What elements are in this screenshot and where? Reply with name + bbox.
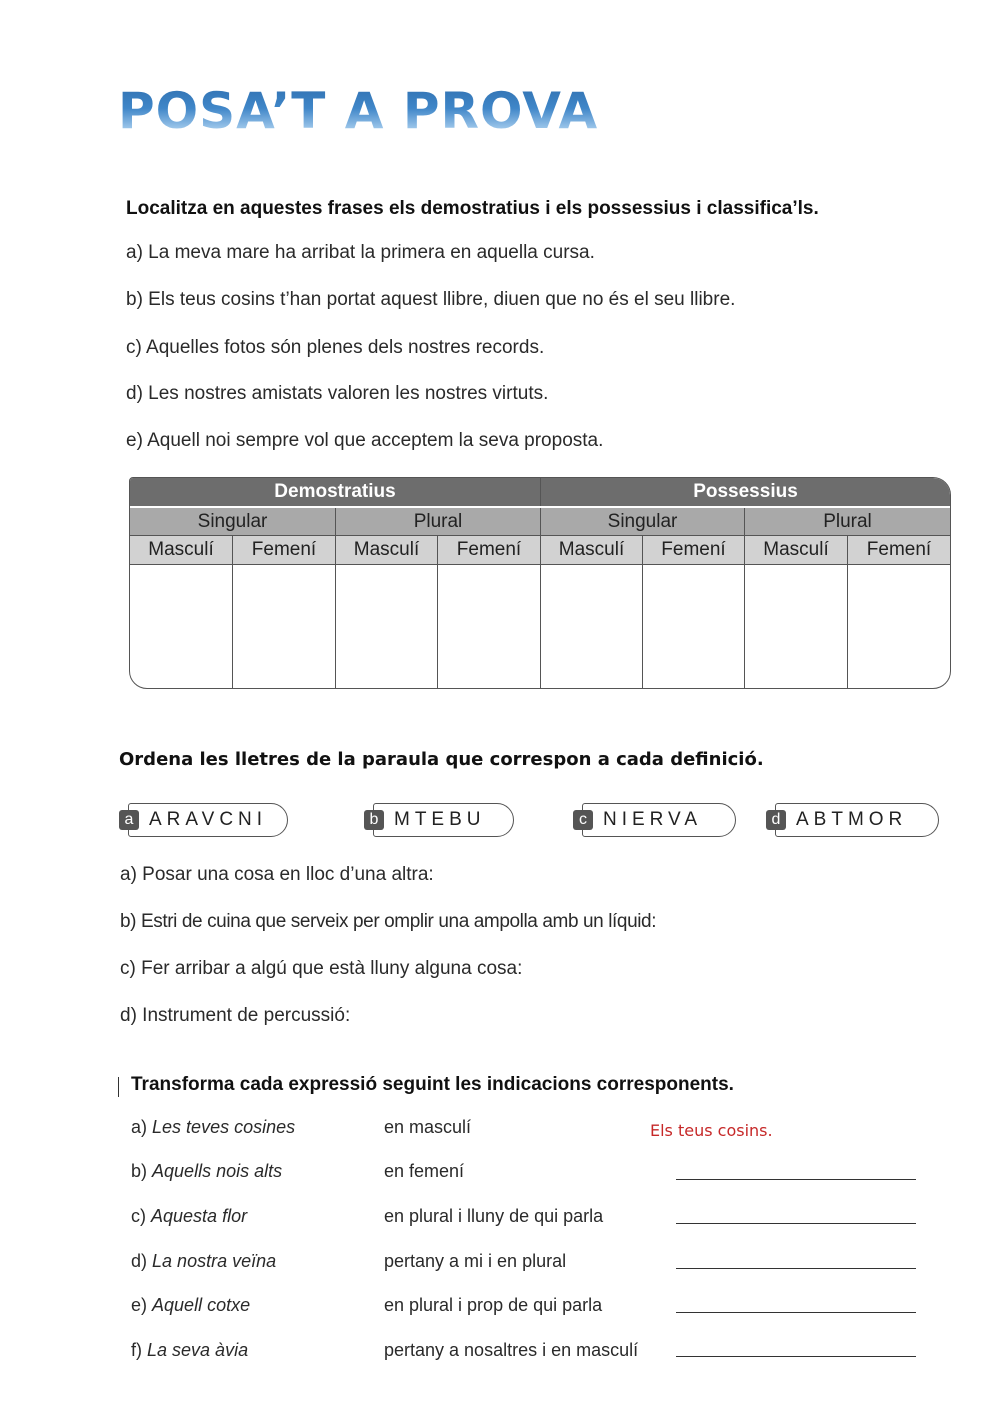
definition-b: b) Estri de cuina que serveix per omplir una ampolla amb un líquid: <box>120 911 657 932</box>
answer-cell[interactable] <box>541 565 643 688</box>
text-cursor <box>118 1077 119 1097</box>
header-number: Plural <box>823 510 872 532</box>
scrambled-word-c <box>579 803 736 837</box>
row-label: f) <box>131 1340 142 1360</box>
row-indication: en femení <box>384 1161 465 1181</box>
row-expression: Aquells nois alts <box>152 1161 283 1181</box>
header-gender: Femení <box>438 536 541 564</box>
answer-cell[interactable] <box>848 565 950 688</box>
scrambled-letters: MTEBU <box>394 809 486 830</box>
definition-d: d) Instrument de percussió: <box>120 1005 351 1026</box>
row-label: a) <box>131 1117 148 1137</box>
exercise2-instruction: Ordena les lletres de la paraula que correspon a cada definició. <box>119 749 764 770</box>
badge-c: c <box>573 810 593 830</box>
sentence-c: c) Aquelles fotos són plenes dels nostres records. <box>126 337 545 358</box>
answer-field[interactable]: Els teus cosins. <box>650 1121 773 1140</box>
answer-line[interactable] <box>676 1356 916 1357</box>
header-gender: Femení <box>233 536 336 564</box>
header-demostratius: Demostratius <box>130 478 541 506</box>
transform-row-d <box>131 1251 276 1272</box>
transform-row-a <box>131 1117 295 1138</box>
header-number: Plural <box>336 508 541 535</box>
exercise3-instruction: Transforma cada expressió seguint les indicacions corresponents. <box>131 1074 734 1095</box>
table-number-header <box>130 508 950 536</box>
header-gender: Masculí <box>336 536 438 564</box>
answer-cell[interactable] <box>233 565 336 688</box>
header-gender: Femení <box>866 539 932 560</box>
scrambled-word-d <box>771 803 939 837</box>
row-label: c) <box>131 1206 146 1226</box>
transform-row-e <box>131 1295 250 1316</box>
row-label: d) <box>131 1251 148 1271</box>
answer-line[interactable] <box>676 1179 916 1180</box>
exercise1-instruction: Localitza en aquestes frases els demostratius i els possessius i classifica’ls. <box>126 198 819 219</box>
scrambled-letters: ARAVCNI <box>149 809 268 830</box>
transform-row-f <box>131 1340 248 1361</box>
badge-a: a <box>119 810 139 830</box>
header-gender: Femení <box>643 536 745 564</box>
header-number: Singular <box>130 508 336 535</box>
row-expression: Aquell cotxe <box>152 1295 251 1315</box>
header-gender: Masculí <box>745 536 848 564</box>
row-expression: La seva àvia <box>147 1340 249 1360</box>
answer-cell[interactable] <box>438 565 541 688</box>
sentence-a: a) La meva mare ha arribat la primera en aquella cursa. <box>126 242 595 263</box>
answer-cell[interactable] <box>745 565 848 688</box>
sentence-e: e) Aquell noi sempre vol que acceptem la seva proposta. <box>126 430 604 451</box>
scrambled-letters: ABTMOR <box>796 809 908 830</box>
transform-row-c <box>131 1206 247 1227</box>
row-indication: en masculí <box>384 1117 472 1137</box>
page-title: POSA’T A PROVA <box>118 82 599 140</box>
row-expression: Aquesta flor <box>151 1206 248 1226</box>
row-indication: pertany a nosaltres i en masculí <box>384 1340 639 1360</box>
badge-b: b <box>364 810 384 830</box>
transform-row-b <box>131 1161 282 1182</box>
header-gender: Masculí <box>541 536 643 564</box>
answer-line[interactable] <box>676 1312 916 1313</box>
answer-cell[interactable] <box>643 565 745 688</box>
row-expression: Les teves cosines <box>152 1117 296 1137</box>
table-answer-row <box>130 565 950 688</box>
definition-c: c) Fer arribar a algú que està lluny alguna cosa: <box>120 958 523 979</box>
row-indication: en plural i prop de qui parla <box>384 1295 603 1315</box>
sentence-b: b) Els teus cosins t’han portat aquest llibre, diuen que no és el seu llibre. <box>126 289 736 310</box>
table-group-header <box>130 478 950 508</box>
header-possessius: Possessius <box>693 481 798 502</box>
answer-line[interactable] <box>676 1223 916 1224</box>
header-number: Singular <box>541 508 745 535</box>
scrambled-word-b <box>369 803 514 837</box>
row-indication: pertany a mi i en plural <box>384 1251 567 1271</box>
answer-line[interactable] <box>676 1268 916 1269</box>
answer-cell[interactable] <box>130 565 233 688</box>
classification-table <box>129 477 951 689</box>
table-gender-header <box>130 536 950 565</box>
row-indication: en plural i lluny de qui parla <box>384 1206 604 1226</box>
scrambled-letters: NIERVA <box>603 809 702 830</box>
answer-cell[interactable] <box>336 565 438 688</box>
row-label: b) <box>131 1161 148 1181</box>
sentence-d: d) Les nostres amistats valoren les nostres virtuts. <box>126 383 549 404</box>
header-gender: Masculí <box>130 536 233 564</box>
row-label: e) <box>131 1295 148 1315</box>
scrambled-word-a <box>124 803 288 837</box>
badge-d: d <box>766 810 786 830</box>
definition-a: a) Posar una cosa en lloc d’una altra: <box>120 864 434 885</box>
row-expression: La nostra veïna <box>152 1251 277 1271</box>
